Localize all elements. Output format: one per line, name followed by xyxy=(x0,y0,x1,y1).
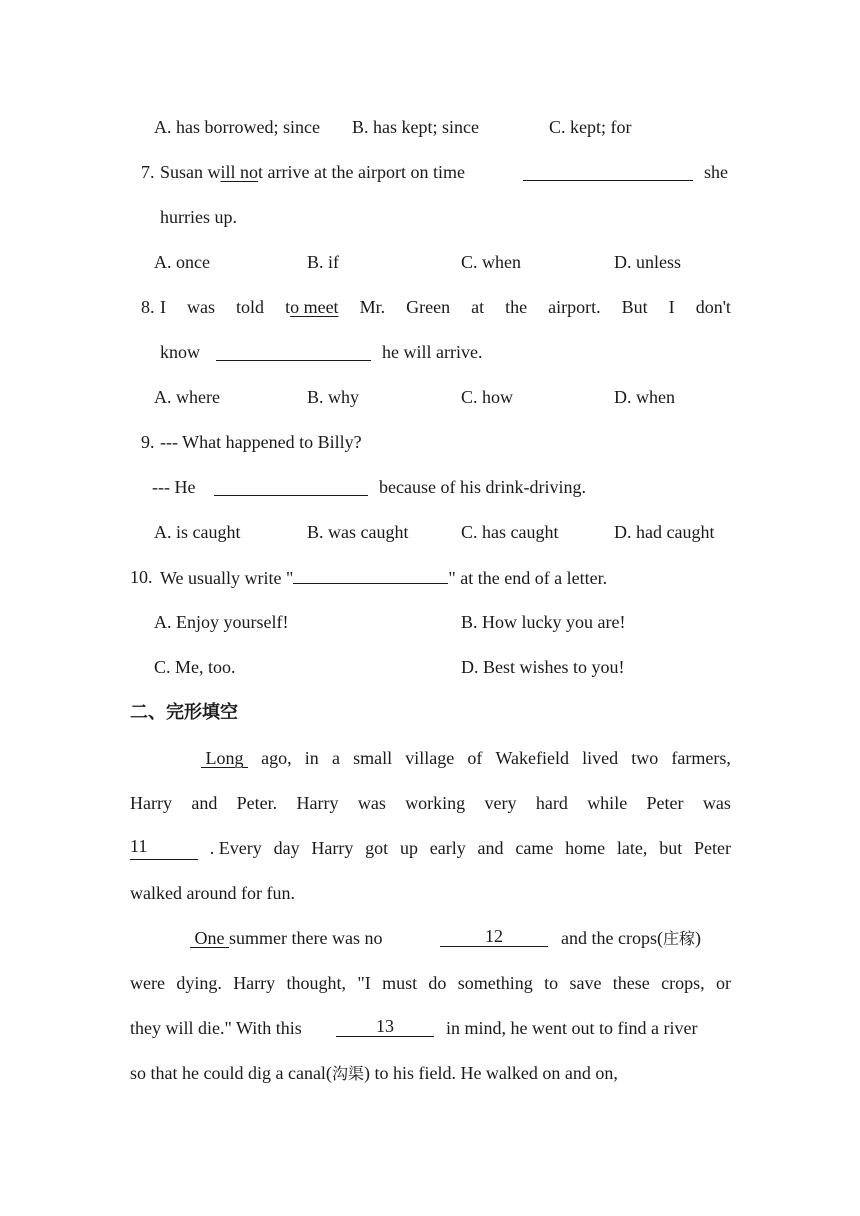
passage-p2-text-a: summer there was no xyxy=(229,928,383,948)
q8-word xyxy=(285,295,339,319)
blank-12-number: 12 xyxy=(485,926,503,946)
passage-word: day xyxy=(273,838,300,858)
passage-word: do xyxy=(428,973,447,993)
q7-option-a[interactable]: A. once xyxy=(154,252,210,272)
q7-number: 7. xyxy=(141,162,155,182)
passage-p2-line1-end xyxy=(561,926,701,951)
q8-word: I xyxy=(668,297,675,317)
passage-word: Harry xyxy=(130,793,172,813)
passage-word: thought, xyxy=(286,973,347,993)
q8-word: was xyxy=(187,297,216,317)
passage-word: very xyxy=(484,793,517,813)
q8-text-cont-b: he will arrive. xyxy=(382,342,483,362)
q9-option-b[interactable]: B. was caught xyxy=(307,522,409,542)
q8-word: the xyxy=(505,297,528,317)
q10-answer-blank[interactable] xyxy=(293,565,448,584)
q8-text-cont-a: know xyxy=(160,342,200,362)
passage-word: two xyxy=(631,748,659,768)
passage-word: crops, xyxy=(661,973,705,993)
blank-11-number: 11 xyxy=(130,836,148,856)
section-heading-cloze: 二、完形填空 xyxy=(130,702,238,723)
passage-word: came xyxy=(515,838,554,858)
passage-word: in xyxy=(304,748,319,768)
q9-option-d[interactable]: D. had caught xyxy=(614,522,715,542)
passage-word: or xyxy=(715,973,731,993)
passage-p2-line3-a: they will die." With this xyxy=(130,1018,302,1038)
q10-number: 10. xyxy=(130,567,153,587)
q8-option-b[interactable]: B. why xyxy=(307,387,360,407)
passage-word: these xyxy=(612,973,650,993)
q9-answer-blank[interactable] xyxy=(214,477,368,496)
passage-word: a xyxy=(331,748,340,768)
q8-text xyxy=(160,295,731,319)
passage-p2-line2 xyxy=(130,971,731,995)
blank-13-number: 13 xyxy=(376,1016,394,1036)
passage-word: Harry xyxy=(311,838,354,858)
passage-p2-line4-a: so that he could dig a canal( xyxy=(130,1063,332,1083)
passage-word: and xyxy=(191,793,218,813)
q7-text xyxy=(160,160,465,184)
passage-word: lived xyxy=(582,748,619,768)
passage-word: were xyxy=(130,973,165,993)
passage-p1-line1 xyxy=(201,746,731,770)
q8-option-a[interactable]: A. where xyxy=(154,387,220,407)
passage-word: small xyxy=(353,748,393,768)
q9-number: 9. xyxy=(141,432,155,452)
passage-word: "I xyxy=(357,973,371,993)
passage-word: must xyxy=(382,973,418,993)
q8-word: Green xyxy=(406,297,451,317)
q9-option-a[interactable]: A. is caught xyxy=(154,522,241,542)
passage-word: Peter xyxy=(694,838,731,858)
passage-p2-line3-b: in mind, he went out to find a river xyxy=(446,1018,698,1038)
passage-word: save xyxy=(569,973,602,993)
q6-option-c[interactable]: C. kept; for xyxy=(549,117,632,137)
q7-text-a: Susan w xyxy=(160,162,221,182)
passage-p2-line4-b: ) to his field. He walked on and on, xyxy=(363,1063,618,1083)
q6-option-a[interactable]: A. has borrowed; since xyxy=(154,117,320,137)
q6-option-b[interactable]: B. has kept; since xyxy=(352,117,479,137)
passage-word: to xyxy=(544,973,559,993)
passage-word: hard xyxy=(535,793,568,813)
passage-word: farmers, xyxy=(671,748,731,768)
q10-option-d[interactable]: D. Best wishes to you! xyxy=(461,657,625,677)
blank-11[interactable] xyxy=(130,836,198,860)
passage-word: was xyxy=(357,793,386,813)
q8-word: told xyxy=(236,297,265,317)
q8-option-d[interactable]: D. when xyxy=(614,387,675,407)
q10-text-b: " at the end of a letter. xyxy=(448,568,608,588)
q8-word: don't xyxy=(695,297,731,317)
q8-word-part: t xyxy=(285,297,291,317)
passage-word: Harry xyxy=(233,973,276,993)
passage-p2-text-c: ) xyxy=(694,928,701,948)
q7-option-b[interactable]: B. if xyxy=(307,252,340,272)
q10-option-a[interactable]: A. Enjoy yourself! xyxy=(154,612,289,632)
passage-word: Peter. xyxy=(236,793,278,813)
passage-p1-line3 xyxy=(130,836,731,860)
q10-option-b[interactable]: B. How lucky you are! xyxy=(461,612,626,632)
passage-word: home xyxy=(565,838,606,858)
passage-p1-line4: walked around for fun. xyxy=(130,883,295,903)
q8-number: 8. xyxy=(141,297,155,317)
passage-word: Peter xyxy=(646,793,684,813)
q8-word: airport. xyxy=(548,297,601,317)
q10-text-a: We usually write " xyxy=(160,568,294,588)
passage-word: got xyxy=(365,838,389,858)
passage-word: late, xyxy=(616,838,648,858)
passage-word: but xyxy=(659,838,683,858)
passage-word: dying. xyxy=(176,973,222,993)
blank-13[interactable] xyxy=(336,1016,434,1037)
passage-chinese-gloss: 沟渠 xyxy=(331,1064,364,1083)
passage-underlined-word: One xyxy=(190,928,229,948)
passage-word: Harry xyxy=(296,793,339,813)
q10-option-c[interactable]: C. Me, too. xyxy=(154,657,236,677)
passage-word: early xyxy=(429,838,466,858)
q8-word: I xyxy=(160,297,166,317)
passage-word: something xyxy=(457,973,533,993)
q9-answer-a: --- He xyxy=(152,477,196,497)
passage-word: village xyxy=(405,748,455,768)
q7-text-c: she xyxy=(704,162,728,182)
q8-option-c[interactable]: C. how xyxy=(461,387,514,407)
q9-question: --- What happened to Billy? xyxy=(160,432,362,452)
q10-text xyxy=(160,565,607,590)
q8-word-underlined: o meet xyxy=(290,297,339,317)
passage-word: and xyxy=(477,838,504,858)
q9-option-c[interactable]: C. has caught xyxy=(461,522,559,542)
passage-underlined-word: Long xyxy=(201,748,248,768)
passage-word: working xyxy=(405,793,466,813)
passage-word: of xyxy=(467,748,483,768)
q7-text-continued: hurries up. xyxy=(160,207,237,227)
q7-text-underlined: ill no xyxy=(220,162,259,182)
passage-p2-line1-start xyxy=(190,926,382,950)
passage-word: ago, xyxy=(261,748,292,768)
q8-answer-blank[interactable] xyxy=(216,342,371,361)
passage-word: while xyxy=(587,793,628,813)
passage-word: was xyxy=(702,793,731,813)
q7-option-c[interactable]: C. when xyxy=(461,252,521,272)
passage-word: . Every xyxy=(209,838,262,858)
q8-word: at xyxy=(471,297,485,317)
q7-option-d[interactable]: D. unless xyxy=(614,252,681,272)
passage-word: up xyxy=(399,838,418,858)
q8-word: But xyxy=(621,297,648,317)
q7-text-b: t arrive at the airport on time xyxy=(258,162,465,182)
passage-p2-text-b: and the crops( xyxy=(561,928,663,948)
q9-answer-b: because of his drink-driving. xyxy=(379,477,586,497)
passage-p2-line4 xyxy=(130,1061,618,1086)
passage-word: Wakefield xyxy=(495,748,569,768)
q8-word: Mr. xyxy=(359,297,386,317)
blank-12[interactable] xyxy=(440,926,548,947)
passage-p1-line2 xyxy=(130,791,731,815)
passage-chinese-gloss: 庄稼 xyxy=(662,929,695,948)
q7-answer-blank[interactable] xyxy=(523,162,693,181)
